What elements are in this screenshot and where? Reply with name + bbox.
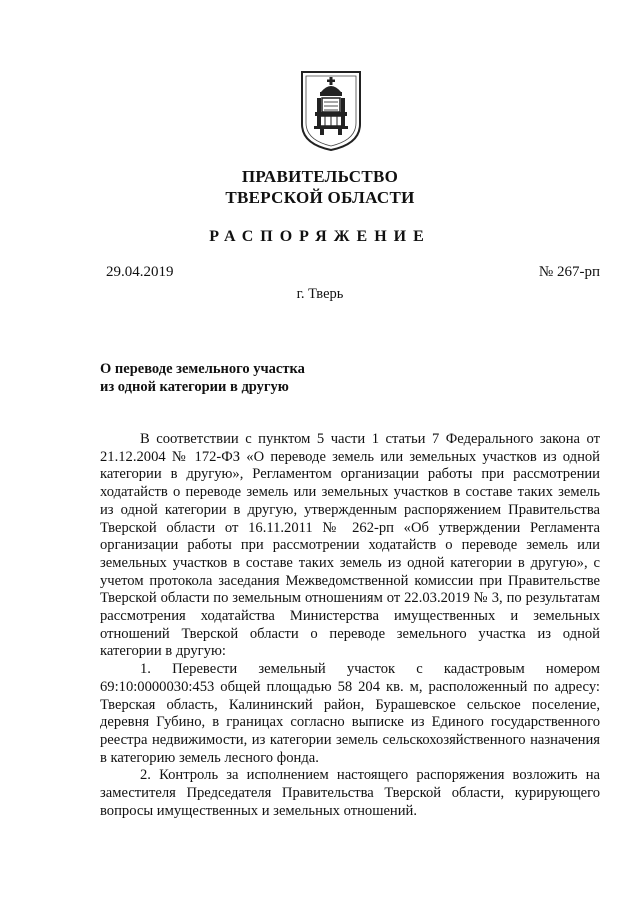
subject-line2: из одной категории в другую (100, 379, 289, 395)
order-item-2: 2. Контроль за исполнением настоящего распоряжения возложить на заместителя Председателя Правительства Тверской области, курирующего вопросы имущественных и земельных отношений. (100, 767, 600, 819)
document-type-title: РАСПОРЯЖЕНИЕ (209, 228, 431, 245)
document-date: 29.04.2019 (106, 264, 174, 280)
document-subject (100, 360, 305, 396)
authority-name-line1: ПРАВИТЕЛЬСТВО (241, 167, 399, 186)
document-city: г. Тверь (296, 286, 344, 302)
subject-line1: О переводе земельного участка (100, 361, 305, 377)
authority-name-line2: ТВЕРСКОЙ ОБЛАСТИ (225, 188, 415, 207)
coat-of-arms-emblem (298, 68, 364, 153)
preamble-paragraph: В соответствии с пунктом 5 части 1 статьи 7 Федерального закона от 21.12.2004 № 172-ФЗ «О переводе земель или земельных участков из одной категории в другую», Регламентом организации работы при рассмотрении ходатайств о переводе земель или земельных участков в составе таких земель из одной категории в другую, утвержденным распоряжением Правительства Тверской области от 16.11.2011 № 262-рп «Об утверждении Регламента организации работы при рассмотрении ходатайств о переводе земель или земельных участков в составе таких земель из одной категории в другую», с учетом протокола заседания Межведомственной комиссии при Правительстве Тверской области по земельным отношениям от 22.03.2019 № 3, по результатам рассмотрения ходатайства Министерства имущественных и земельных отношений Тверской области о переводе земельного участка из одной категории в другую: (100, 431, 600, 660)
document-number: № 267-рп (538, 264, 600, 280)
document-body (100, 431, 600, 820)
order-item-1: 1. Перевести земельный участок с кадастровым номером 69:10:0000030:453 общей площадью 58 204 кв. м, расположенный по адресу: Тверская область, Калининский район, Бурашевское сельское поселение, деревня Губино, в границах согласно выписке из Единого государственного реестра недвижимости, из категории земель сельскохозяйственного назначения в категорию земель лесного фонда. (100, 661, 600, 766)
